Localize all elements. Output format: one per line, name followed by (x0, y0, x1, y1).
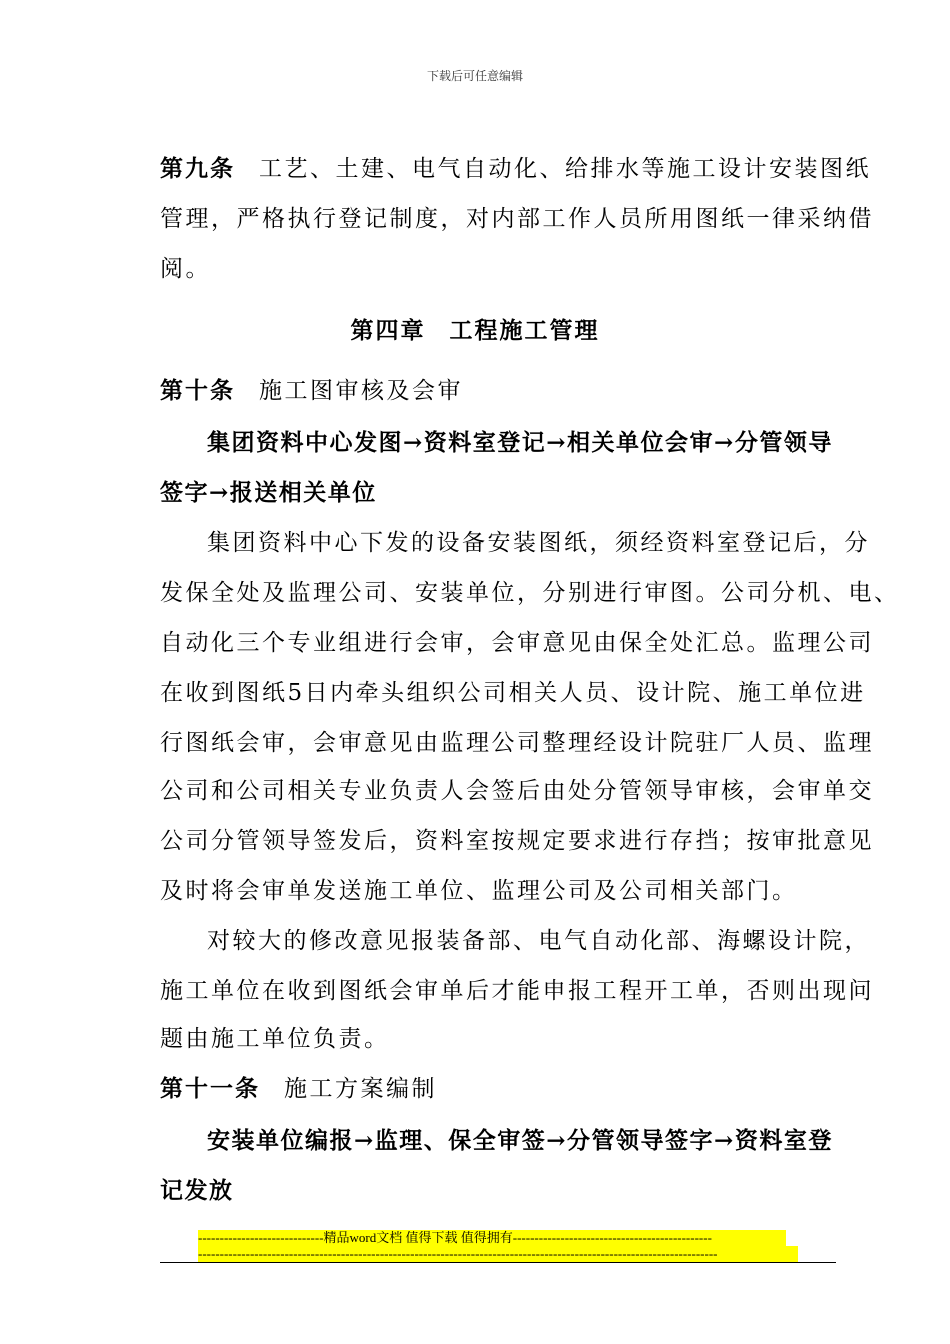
article-10-para1-line-8: 及时将会审单发送施工单位、监理公司及公司相关部门。 (160, 878, 798, 904)
article-9-line-1 (160, 150, 871, 183)
article-10-para1-line-5: 行图纸会审，会审意见由监理公司整理经设计院驻厂人员、监理 (160, 730, 874, 756)
article-10-para1-line-2: 发保全处及监理公司、安装单位，分别进行审图。公司分机、电、 (160, 580, 900, 606)
article-9-text-1: 工艺、土建、电气自动化、给排水等施工设计安装图纸 (259, 156, 871, 182)
article-10-flow-2: 签字→报送相关单位 (160, 479, 377, 506)
article-10-number: 第十条 (160, 377, 235, 404)
article-11-number: 第十一条 (160, 1075, 260, 1102)
chapter-title: 工程施工管理 (449, 317, 600, 344)
footer-banner-line-2: ------------------------------------------------------------------------------------------------------------------------ (198, 1246, 798, 1262)
article-9-text-2: 管理，严格执行登记制度，对内部工作人员所用图纸一律采纳借 (160, 206, 874, 232)
footer-banner-line-1: -----------------------------精品word文档 值得下载 值得拥有---------------------------------------------- (198, 1230, 786, 1246)
article-9-text-3: 阅。 (160, 256, 211, 282)
article-10-para2-line-3: 题由施工单位负责。 (160, 1026, 390, 1052)
article-11-flow-2: 记发放 (160, 1177, 234, 1204)
header-note: 下载后可任意编辑 (426, 69, 523, 83)
article-10-para1-line-6: 公司和公司相关专业负责人会签后由处分管领导审核，会审单交 (160, 778, 874, 804)
chapter-heading (0, 312, 950, 345)
article-11-title: 施工方案编制 (284, 1076, 437, 1102)
article-10-para2-line-2: 施工单位在收到图纸会审单后才能申报工程开工单，否则出现问 (160, 978, 874, 1004)
article-10-para2-line-1: 对较大的修改意见报装备部、电气自动化部、海螺设计院， (207, 928, 870, 954)
article-10-title: 施工图审核及会审 (259, 378, 463, 404)
article-10-para1-line-4: 在收到图纸5日内牵头组织公司相关人员、设计院、施工单位进 (160, 680, 866, 706)
article-11-heading (160, 1070, 437, 1103)
footer-rule (160, 1262, 836, 1263)
article-10-para1-line-3: 自动化三个专业组进行会审，会审意见由保全处汇总。监理公司 (160, 630, 874, 656)
article-10-para1-line-7: 公司分管领导签发后，资料室按规定要求进行存挡；按审批意见 (160, 828, 874, 854)
chapter-number: 第四章 (350, 317, 426, 344)
article-10-heading (160, 372, 463, 405)
article-11-flow-1: 安装单位编报→监理、保全审签→分管领导签字→资料室登 (207, 1127, 833, 1154)
article-10-flow-1: 集团资料中心发图→资料室登记→相关单位会审→分管领导 (207, 429, 833, 456)
article-9-number: 第九条 (160, 155, 235, 182)
article-10-para1-line-1: 集团资料中心下发的设备安装图纸，须经资料室登记后，分 (207, 530, 870, 556)
